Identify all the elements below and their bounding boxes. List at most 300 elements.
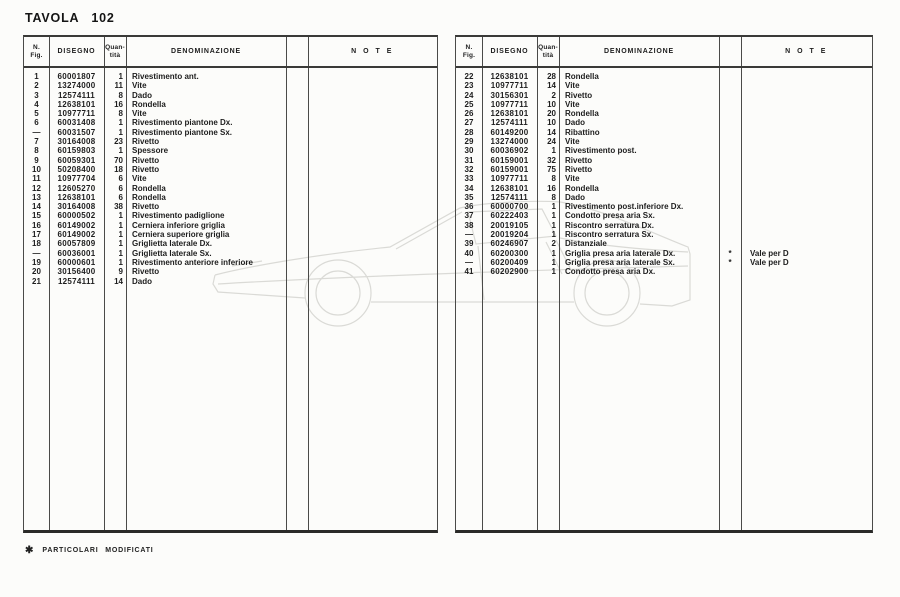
cell-qty: 1 — [118, 248, 123, 258]
col-header-denominazione: DENOMINAZIONE — [171, 48, 241, 55]
table-row — [24, 258, 437, 267]
table-row — [456, 81, 872, 90]
table-row — [24, 100, 437, 109]
cell-fig: 3 — [34, 90, 39, 100]
cell-fig: 11 — [32, 174, 41, 184]
col-header-qty: Quan- tità — [105, 44, 125, 59]
table-row — [456, 221, 872, 230]
cell-den: Rondella — [565, 183, 599, 193]
cell-fig: — — [465, 257, 473, 267]
cell-den: Cerniera inferiore griglia — [132, 220, 225, 230]
table-row — [24, 146, 437, 155]
cell-star — [719, 128, 741, 137]
cell-star — [719, 137, 741, 146]
cell-note — [308, 165, 437, 174]
cell-disegno: 60036902 — [490, 146, 529, 156]
cell-den: Rivestimento post.inferiore Dx. — [565, 202, 684, 212]
cell-note — [308, 184, 437, 193]
cell-star — [719, 184, 741, 193]
cell-star — [719, 81, 741, 90]
col-header-denominazione: DENOMINAZIONE — [604, 48, 674, 55]
col-header-disegno: DISEGNO — [57, 48, 96, 55]
cell-fig: 15 — [32, 211, 41, 221]
cell-qty: 10 — [547, 99, 556, 109]
cell-fig: 39 — [464, 239, 474, 249]
cell-note — [308, 81, 437, 90]
cell-note — [741, 174, 872, 183]
table-row — [456, 174, 872, 183]
table-body — [456, 66, 872, 530]
table-row — [24, 128, 437, 137]
cell-disegno: 60001807 — [57, 72, 96, 81]
cell-star — [719, 156, 741, 165]
cell-disegno: 60059301 — [57, 155, 96, 165]
cell-note — [741, 118, 872, 127]
cell-qty: 1 — [118, 127, 123, 137]
cell-den: Cerniera superiore griglia — [132, 230, 230, 240]
cell-fig: 2 — [34, 81, 39, 91]
cell-disegno: 12638101 — [490, 72, 529, 81]
cell-disegno: 60202900 — [490, 267, 529, 277]
table-row — [456, 109, 872, 118]
cell-note — [308, 128, 437, 137]
cell-fig: 10 — [32, 164, 41, 174]
cell-den: Griglietta laterale Sx. — [132, 248, 212, 258]
cell-star — [286, 137, 308, 146]
cell-fig: 14 — [32, 202, 41, 212]
cell-star — [286, 109, 308, 118]
cell-note — [308, 277, 437, 286]
cell-note — [741, 91, 872, 100]
cell-qty: 16 — [547, 183, 556, 193]
cell-den: Condotto presa aria Sx. — [565, 211, 655, 221]
cell-disegno: 60200300 — [490, 248, 529, 258]
cell-note — [741, 230, 872, 239]
table-row — [24, 137, 437, 146]
cell-note — [308, 211, 437, 220]
cell-qty: 1 — [551, 267, 556, 277]
cell-qty: 75 — [547, 164, 556, 174]
cell-fig: 6 — [34, 118, 39, 128]
cell-qty: 14 — [547, 81, 556, 91]
cell-qty: 2 — [551, 90, 556, 100]
cell-star — [286, 174, 308, 183]
cell-note — [308, 156, 437, 165]
modified-parts-asterisk-icon: ✱ — [25, 545, 34, 556]
cell-qty: 28 — [547, 72, 556, 81]
cell-disegno: 10977711 — [490, 174, 529, 184]
cell-star — [286, 193, 308, 202]
col-header-note: N O T E — [785, 48, 828, 55]
cell-star — [286, 91, 308, 100]
cell-qty: 1 — [118, 146, 123, 156]
parts-table-right — [455, 35, 873, 533]
cell-den: Rivetto — [565, 164, 593, 174]
col-header-fig: N. Fig. — [462, 44, 476, 59]
cell-star — [286, 202, 308, 211]
cell-disegno: 30164008 — [57, 137, 96, 147]
cell-den: Vite — [132, 81, 147, 91]
table-body — [24, 66, 437, 530]
cell-disegno: 12638101 — [57, 192, 96, 202]
cell-qty: 1 — [551, 248, 556, 258]
cell-fig: 35 — [464, 192, 474, 202]
cell-fig: 7 — [34, 137, 39, 147]
cell-star — [286, 184, 308, 193]
cell-fig: 37 — [464, 211, 474, 221]
table-row — [24, 72, 437, 81]
cell-note — [741, 100, 872, 109]
cell-qty: 16 — [114, 99, 123, 109]
cell-note — [741, 165, 872, 174]
table-row — [456, 211, 872, 220]
cell-disegno: 30164008 — [57, 202, 96, 212]
cell-den: Spessore — [132, 146, 169, 156]
cell-note — [741, 202, 872, 211]
cell-qty: 9 — [118, 267, 123, 277]
col-header-disegno: DISEGNO — [490, 48, 529, 55]
table-row — [24, 277, 437, 286]
cell-qty: 1 — [551, 211, 556, 221]
cell-qty: 1 — [551, 220, 556, 230]
cell-qty: 6 — [118, 192, 123, 202]
cell-disegno: 13274000 — [57, 81, 96, 91]
table-row — [456, 100, 872, 109]
cell-den: Rivetto — [565, 155, 593, 165]
cell-star — [286, 165, 308, 174]
table-row — [456, 146, 872, 155]
cell-fig: 29 — [464, 137, 474, 147]
cell-note — [741, 109, 872, 118]
cell-note — [741, 211, 872, 220]
cell-note — [308, 72, 437, 81]
cell-fig: 21 — [32, 276, 41, 286]
cell-fig: 13 — [32, 192, 41, 202]
cell-disegno: 30156400 — [57, 267, 96, 277]
cell-star — [286, 100, 308, 109]
cell-disegno: 12574111 — [490, 192, 529, 202]
cell-star — [286, 267, 308, 276]
cell-den: Rivestimento piantone Sx. — [132, 127, 233, 137]
cell-qty: 1 — [118, 257, 123, 267]
cell-fig: 33 — [464, 174, 474, 184]
cell-note — [308, 146, 437, 155]
cell-disegno: 12638101 — [490, 183, 529, 193]
cell-disegno: 60000700 — [490, 202, 529, 212]
cell-disegno: 12574111 — [57, 276, 96, 286]
cell-note — [741, 184, 872, 193]
cell-star — [719, 239, 741, 248]
footnote — [25, 545, 154, 556]
col-header-note: N O T E — [351, 48, 394, 55]
cell-fig: 32 — [464, 164, 474, 174]
cell-note — [308, 193, 437, 202]
table-row — [24, 230, 437, 239]
cell-fig: 16 — [32, 220, 41, 230]
cell-star — [286, 156, 308, 165]
cell-star — [719, 230, 741, 239]
table-row — [24, 202, 437, 211]
cell-star — [719, 109, 741, 118]
cell-disegno: 60159001 — [490, 164, 529, 174]
page-title — [25, 11, 115, 25]
cell-fig: 40 — [464, 248, 474, 258]
cell-disegno: 10977711 — [490, 81, 529, 91]
cell-note — [741, 267, 872, 276]
cell-fig: 22 — [464, 72, 474, 81]
cell-den: Rondella — [565, 72, 599, 81]
cell-den: Vite — [132, 174, 147, 184]
cell-den: Rondella — [132, 99, 166, 109]
table-row — [456, 91, 872, 100]
cell-qty: 1 — [551, 230, 556, 240]
cell-qty: 1 — [118, 230, 123, 240]
table-row — [456, 258, 872, 267]
cell-note — [308, 239, 437, 248]
table-header-row — [456, 37, 872, 68]
cell-note — [741, 72, 872, 81]
cell-qty: 6 — [118, 183, 123, 193]
cell-den: Vite — [565, 81, 580, 91]
cell-disegno: 60246907 — [490, 239, 529, 249]
cell-disegno: 60159001 — [490, 155, 529, 165]
cell-fig: — — [32, 127, 41, 137]
cell-fig: 5 — [34, 109, 39, 119]
cell-fig: 27 — [464, 118, 474, 128]
cell-note — [741, 239, 872, 248]
cell-den: Vite — [565, 99, 580, 109]
cell-star — [719, 174, 741, 183]
table-row — [24, 109, 437, 118]
cell-note — [308, 267, 437, 276]
footnote-text: PARTICOLARI MODIFICATI — [42, 547, 154, 554]
cell-den: Ribattino — [565, 127, 600, 137]
cell-note — [741, 81, 872, 90]
cell-star — [286, 230, 308, 239]
cell-den: Condotto presa aria Dx. — [565, 267, 656, 277]
cell-qty: 38 — [114, 202, 123, 212]
cell-disegno: 12574111 — [57, 90, 96, 100]
cell-fig: 31 — [464, 155, 474, 165]
cell-den: Dado — [565, 192, 585, 202]
cell-disegno: 60036001 — [57, 248, 96, 258]
cell-note — [308, 221, 437, 230]
cell-disegno: 50208400 — [57, 164, 96, 174]
page-title-number: 102 — [91, 11, 115, 25]
table-row — [456, 193, 872, 202]
table-row — [24, 267, 437, 276]
cell-disegno: 30156301 — [490, 90, 529, 100]
table-row — [456, 239, 872, 248]
table-row — [24, 156, 437, 165]
cell-qty: 24 — [547, 137, 556, 147]
cell-disegno: 60222403 — [490, 211, 529, 221]
table-row — [24, 174, 437, 183]
cell-qty: 20 — [547, 109, 556, 119]
cell-disegno: 60057809 — [57, 239, 96, 249]
cell-qty: 1 — [551, 146, 556, 156]
table-row — [456, 137, 872, 146]
cell-fig: 20 — [32, 267, 41, 277]
cell-den: Vite — [132, 109, 147, 119]
table-row — [24, 165, 437, 174]
cell-fig: 4 — [34, 99, 39, 109]
cell-qty: 32 — [547, 155, 556, 165]
parts-table-left — [23, 35, 438, 533]
cell-qty: 1 — [118, 211, 123, 221]
cell-fig: 17 — [32, 230, 41, 240]
cell-note — [308, 174, 437, 183]
cell-star — [719, 211, 741, 220]
cell-fig: 24 — [464, 90, 474, 100]
cell-den: Rondella — [565, 109, 599, 119]
cell-qty: 70 — [114, 155, 123, 165]
cell-disegno: 10977711 — [490, 99, 529, 109]
cell-qty: 6 — [118, 174, 123, 184]
cell-star — [719, 202, 741, 211]
cell-star — [719, 146, 741, 155]
cell-note — [741, 146, 872, 155]
cell-disegno: 60149200 — [490, 127, 529, 137]
cell-star — [719, 267, 741, 276]
cell-disegno: 60000601 — [57, 257, 96, 267]
cell-disegno: 20019105 — [490, 220, 529, 230]
cell-star — [286, 118, 308, 127]
cell-den: Riscontro serratura Dx. — [565, 220, 654, 230]
table-row — [456, 230, 872, 239]
cell-disegno: 60031507 — [57, 127, 96, 137]
cell-qty: 1 — [118, 118, 123, 128]
cell-den: Vite — [565, 137, 580, 147]
cell-den: Rivestimento anteriore inferiore — [132, 257, 253, 267]
cell-note — [741, 221, 872, 230]
cell-den: Vite — [565, 174, 580, 184]
cell-disegno: 10977704 — [57, 174, 96, 184]
cell-fig: — — [465, 230, 473, 240]
cell-qty: 1 — [118, 220, 123, 230]
cell-fig: 19 — [32, 257, 41, 267]
cell-star — [286, 81, 308, 90]
cell-qty: 1 — [551, 257, 556, 267]
cell-den: Riscontro serratura Sx. — [565, 230, 654, 240]
cell-note — [741, 193, 872, 202]
cell-star — [719, 221, 741, 230]
cell-disegno: 12638101 — [57, 99, 96, 109]
cell-fig: 41 — [464, 267, 474, 277]
cell-note — [308, 91, 437, 100]
cell-note — [308, 100, 437, 109]
cell-qty: 1 — [118, 239, 123, 249]
cell-fig: 1 — [34, 72, 39, 81]
cell-disegno: 60031408 — [57, 118, 96, 128]
cell-qty: 23 — [114, 137, 123, 147]
cell-qty: 18 — [114, 164, 123, 174]
cell-fig: 34 — [464, 183, 474, 193]
cell-star — [719, 165, 741, 174]
cell-fig: 38 — [464, 220, 474, 230]
cell-disegno: 60200409 — [490, 257, 529, 267]
cell-den: Rivestimento piantone Dx. — [132, 118, 233, 128]
cell-fig: 9 — [34, 155, 39, 165]
table-row — [456, 267, 872, 276]
cell-den: Rivetto — [132, 267, 160, 277]
cell-fig: 30 — [464, 146, 474, 156]
col-header-qty: Quan- tità — [538, 44, 558, 59]
cell-note — [308, 258, 437, 267]
cell-den: Rivetto — [132, 137, 160, 147]
table-row — [456, 249, 872, 258]
cell-star — [719, 118, 741, 127]
table-row — [456, 184, 872, 193]
table-row — [456, 156, 872, 165]
cell-fig: 8 — [34, 146, 39, 156]
cell-den: Rivestimento ant. — [132, 72, 199, 81]
cell-den: Dado — [132, 90, 152, 100]
cell-disegno: 60149002 — [57, 220, 96, 230]
table-row — [24, 184, 437, 193]
col-header-fig: N. Fig. — [30, 44, 43, 59]
cell-star — [286, 72, 308, 81]
cell-star — [286, 258, 308, 267]
cell-star — [286, 221, 308, 230]
cell-star — [719, 100, 741, 109]
cell-den: Rivetto — [132, 202, 160, 212]
cell-star — [719, 72, 741, 81]
cell-den: Rivestimento padiglione — [132, 211, 225, 221]
cell-fig: 28 — [464, 127, 474, 137]
table-header-row — [24, 37, 437, 68]
cell-star: * — [728, 248, 732, 258]
cell-note — [308, 109, 437, 118]
cell-fig: 12 — [32, 183, 41, 193]
table-row — [24, 118, 437, 127]
cell-disegno: 12638101 — [490, 109, 529, 119]
cell-note — [308, 137, 437, 146]
cell-note — [308, 202, 437, 211]
table-row — [24, 193, 437, 202]
cell-disegno: 60000502 — [57, 211, 96, 221]
cell-den: Griglia presa aria laterale Dx. — [565, 248, 676, 258]
table-row — [24, 211, 437, 220]
cell-fig: — — [32, 248, 41, 258]
cell-disegno: 13274000 — [490, 137, 529, 147]
cell-disegno: 60159803 — [57, 146, 96, 156]
cell-qty: 2 — [551, 239, 556, 249]
cell-fig: 18 — [32, 239, 41, 249]
cell-note: Vale per D — [750, 257, 789, 267]
cell-fig: 26 — [464, 109, 474, 119]
cell-qty: 1 — [118, 72, 123, 81]
cell-disegno: 10977711 — [57, 109, 96, 119]
table-row — [456, 72, 872, 81]
cell-den: Rondella — [132, 192, 166, 202]
cell-qty: 1 — [551, 202, 556, 212]
cell-fig: 25 — [464, 99, 474, 109]
cell-star — [286, 277, 308, 286]
cell-den: Distanziale — [565, 239, 607, 249]
cell-disegno: 20019204 — [490, 230, 529, 240]
cell-den: Rivetto — [565, 90, 593, 100]
table-row — [24, 239, 437, 248]
cell-den: Dado — [132, 276, 152, 286]
cell-note: Vale per D — [750, 248, 789, 258]
cell-den: Griglia presa aria laterale Sx. — [565, 257, 675, 267]
cell-fig: 23 — [464, 81, 474, 91]
cell-star — [286, 249, 308, 258]
table-row — [456, 165, 872, 174]
table-row — [24, 249, 437, 258]
cell-qty: 8 — [551, 174, 556, 184]
